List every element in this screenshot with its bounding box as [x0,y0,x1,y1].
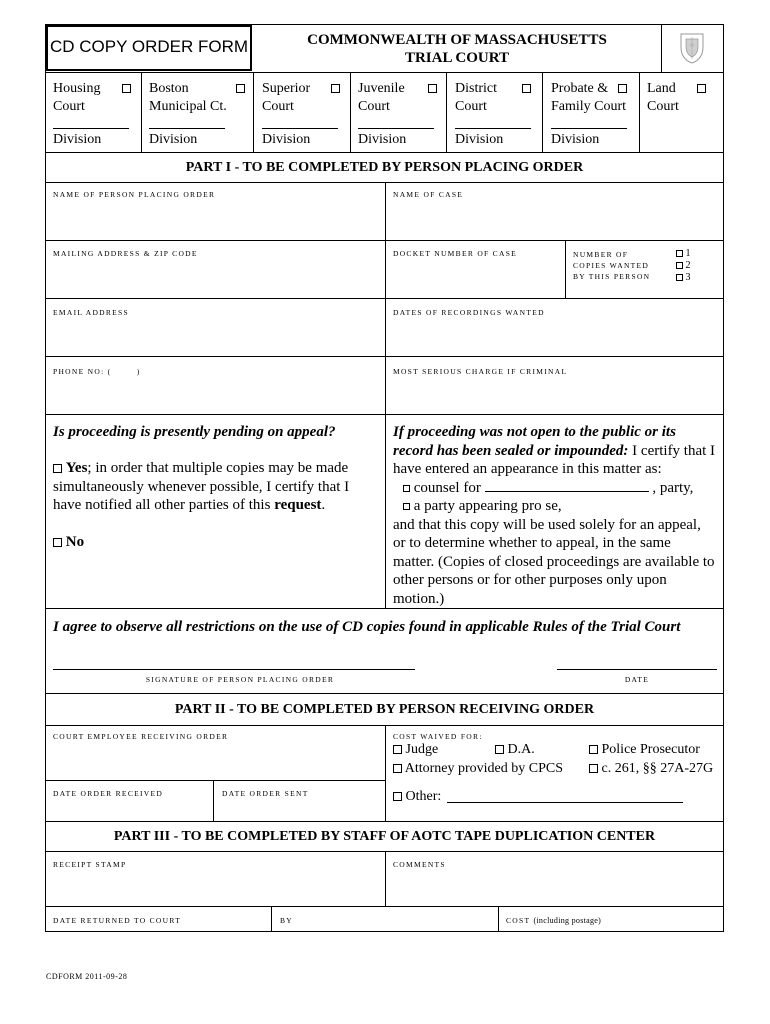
docket-number-label: DOCKET NUMBER OF CASE [393,249,518,258]
org-name: COMMONWEALTH OF MASSACHUSETTS [307,32,607,48]
appeal-question: Is proceeding is presently pending on appeal? [53,424,336,440]
seal-icon [677,31,707,65]
agreement-statement: I agree to observe all restrictions on the use of CD copies found in applicable Rules of the Trial Court [53,619,681,635]
court-option-boston[interactable] [149,80,249,116]
recording-dates-label: DATES OF RECORDINGS WANTED [393,308,545,317]
phone-field[interactable] [46,377,384,413]
person-name-label: NAME OF PERSON PLACING ORDER [53,190,216,199]
part3-row-rule [45,906,724,907]
frame-bottom [45,931,724,932]
court-name: Land [647,81,676,96]
signature-field[interactable] [53,669,415,670]
court-name-line2: Court [647,99,679,114]
header-bottom-rule [45,72,724,73]
court-name: Housing [53,81,101,96]
part3-divider [498,906,499,932]
date-field[interactable] [557,669,717,670]
case-name-field[interactable] [386,200,722,238]
phone-label: PHONE NO: ( ) [53,367,141,376]
copies-divider [565,240,566,298]
date-returned-label: DATE RETURNED TO COURT [53,916,182,925]
appeal-yes-option[interactable]: Yes; in order that multiple copies may be made simultaneously whenever possible, I certify that I have notified all other parties of this request. [53,460,350,513]
division-label: Division [455,132,504,147]
date-label: DATE [624,675,650,684]
cost-label: COST (including postage) [506,916,602,925]
police-checkbox[interactable] [589,745,598,754]
mailing-address-field[interactable] [46,259,384,297]
other-checkbox[interactable] [393,792,402,801]
receipt-stamp-field[interactable] [46,870,384,905]
division-label: Division [358,132,407,147]
pro-se-option[interactable]: a party appearing pro se, [393,497,723,516]
part2-bottom-rule [45,821,724,822]
counsel-checkbox[interactable] [403,485,410,492]
frame-right [723,24,724,932]
statute-checkbox[interactable] [589,764,598,773]
division-blank[interactable] [149,128,225,129]
receipt-stamp-label: RECEIPT STAMP [53,860,127,869]
court-name-line2: Municipal Ct. [149,99,227,114]
division-label: Division [262,132,311,147]
court-divider [350,72,351,152]
waive-judge-option[interactable]: Judge [393,741,438,759]
division-blank[interactable] [455,128,531,129]
comments-label: COMMENTS [393,860,446,869]
court-checkbox-juvenile[interactable] [428,84,437,93]
court-checkbox-probate[interactable] [618,84,627,93]
court-checkbox-boston[interactable] [236,84,245,93]
part2-center-divider [385,725,386,822]
court-name: Boston [149,81,189,96]
waive-statute-option[interactable]: c. 261, §§ 27A-27G [589,760,713,778]
cost-field[interactable] [500,924,722,930]
da-checkbox[interactable] [495,745,504,754]
counsel-option[interactable]: counsel for , party, [393,479,723,498]
attorney-checkbox[interactable] [393,764,402,773]
division-blank[interactable] [358,128,434,129]
date-received-label: DATE ORDER RECEIVED [53,789,164,798]
court-checkbox-superior[interactable] [331,84,340,93]
date-received-field[interactable] [46,799,212,820]
form-title: CD COPY ORDER FORM [49,37,249,56]
division-blank[interactable] [262,128,338,129]
case-name-label: NAME OF CASE [393,190,464,199]
counsel-for-blank[interactable] [485,479,649,492]
court-divider [253,72,254,152]
court-name: District [455,81,497,96]
date-sent-field[interactable] [214,799,384,820]
by-field[interactable] [273,924,497,930]
charge-field[interactable] [386,377,722,413]
appeal-bottom-rule [45,608,724,609]
court-name-line2: Court [358,99,390,114]
court-row-bottom-rule [45,152,724,153]
division-label: Division [551,132,600,147]
sealed-certification: If proceeding was not open to the public or its record has been sealed or impounded: I certify that I have entered an appearance in this matter as: counsel for , party, a party appearing pro se, and that this copy will be used solely for an appeal, or to determine whether to appeal, in the same matter. (Copies of closed proceedings are available to other persons or for other purposes only upon motion.) [393,423,723,608]
court-name-line2: Family Court [551,99,627,114]
appeal-no-option[interactable]: No [53,533,84,552]
part1-heading: PART I - TO BE COMPLETED BY PERSON PLACING ORDER [185,160,584,175]
person-name-field[interactable] [46,200,384,238]
date-sent-label: DATE ORDER SENT [222,789,309,798]
charge-label: MOST SERIOUS CHARGE IF CRIMINAL [393,367,568,376]
court-name-line2: Court [262,99,294,114]
division-label: Division [149,132,198,147]
court-checkbox-housing[interactable] [122,84,131,93]
court-name: Juvenile [358,81,405,96]
email-field[interactable] [46,318,384,355]
form-id: CDFORM 2011-09-28 [46,972,128,981]
waive-other-option[interactable]: Other: [393,788,441,806]
part2-heading: PART II - TO BE COMPLETED BY PERSON RECEIVING ORDER [174,702,595,717]
court-divider [141,72,142,152]
court-divider [639,72,640,152]
comments-field[interactable] [386,870,722,905]
other-field[interactable] [447,802,683,803]
signature-label: SIGNATURE OF PERSON PLACING ORDER [145,675,335,684]
copies-option-2[interactable]: 2 [676,260,691,272]
appeal-yes-checkbox[interactable] [53,464,62,473]
waive-attorney-option[interactable]: Attorney provided by CPCS [393,760,563,778]
court-divider [446,72,447,152]
email-label: EMAIL ADDRESS [53,308,130,317]
court-name: Superior [262,81,311,96]
part2-row-rule [45,780,386,781]
court-checkbox-land[interactable] [697,84,706,93]
copies-wanted-label: NUMBER OF COPIES WANTED BY THIS PERSON [573,250,651,281]
copies-option-3[interactable]: 3 [676,272,691,284]
cost-waived-label: COST WAIVED FOR: [393,732,483,741]
docket-number-field[interactable] [386,259,564,297]
appeal-no-checkbox[interactable] [53,538,62,547]
division-blank[interactable] [53,128,129,129]
org-subtitle: TRIAL COURT [404,50,510,66]
copies-options [676,248,691,284]
mailing-address-label: MAILING ADDRESS & ZIP CODE [53,249,198,258]
part3-divider [271,906,272,932]
court-name: Probate & [551,81,609,96]
division-label: Division [53,132,102,147]
division-blank[interactable] [551,128,627,129]
recording-dates-field[interactable] [386,318,722,355]
court-divider [542,72,543,152]
waive-police-option[interactable]: Police Prosecutor [589,741,700,759]
date-returned-field[interactable] [46,924,270,930]
employee-label: COURT EMPLOYEE RECEIVING ORDER [53,732,229,741]
employee-field[interactable] [46,742,384,779]
court-checkbox-district[interactable] [522,84,531,93]
copies-option-1[interactable]: 1 [676,248,691,260]
pro-se-checkbox[interactable] [403,503,410,510]
by-label: BY [280,916,294,925]
part3-heading: PART III - TO BE COMPLETED BY STAFF OF AOTC TAPE DUPLICATION CENTER [113,829,656,844]
court-name-line2: Court [53,99,85,114]
waive-da-option[interactable]: D.A. [495,741,535,759]
court-name-line2: Court [455,99,487,114]
judge-checkbox[interactable] [393,745,402,754]
agree-bottom-rule [45,693,724,694]
